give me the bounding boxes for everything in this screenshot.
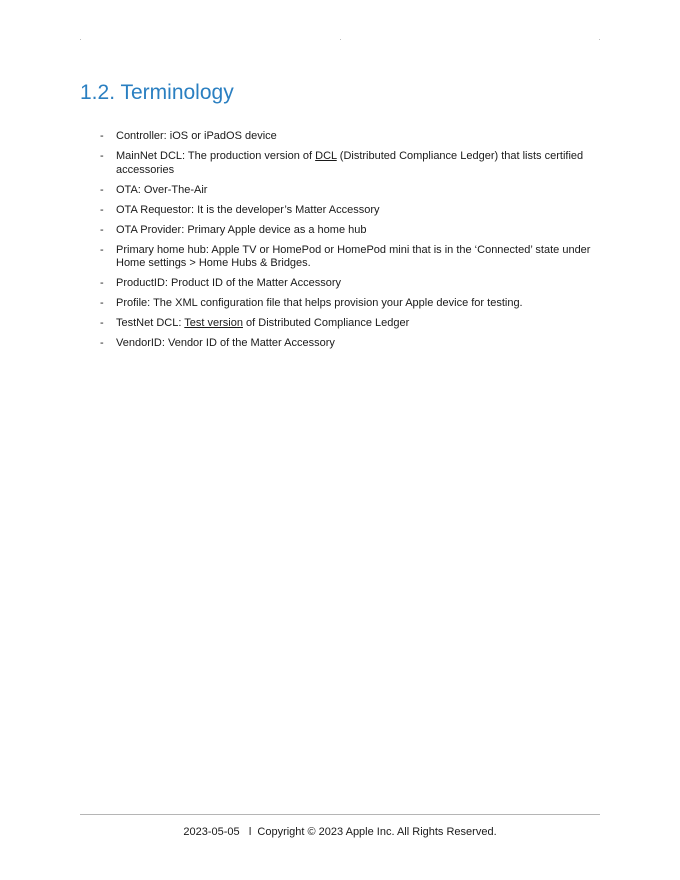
bullet-dash: - bbox=[100, 243, 104, 256]
term-item-primary-home-hub bbox=[100, 244, 600, 271]
section-heading: 1.2. Terminology bbox=[80, 81, 234, 104]
term-text: Primary home hub: Apple TV or HomePod or HomePod mini that is in the ‘Connected’ state under Home settings > Home Hubs & Bridges. bbox=[116, 243, 591, 269]
term-text: TestNet DCL: bbox=[116, 317, 185, 329]
page-footer bbox=[80, 826, 600, 838]
crop-mark-right bbox=[599, 39, 600, 40]
bullet-dash: - bbox=[100, 223, 104, 236]
bullet-dash: - bbox=[100, 150, 104, 162]
term-text: OTA: Over-The-Air bbox=[116, 183, 208, 196]
term-item-ota bbox=[100, 184, 600, 198]
term-item-testnet-dcl bbox=[100, 317, 600, 331]
term-text-after: of Distributed Compliance Ledger bbox=[242, 317, 410, 329]
footer-date: 2023-05-05 bbox=[183, 826, 240, 838]
term-text: ProductID: Product ID of the Matter Accessory bbox=[116, 277, 341, 289]
crop-mark-center bbox=[340, 39, 341, 40]
term-text: Profile: The XML configuration file that helps provision your Apple device for testing. bbox=[116, 297, 523, 309]
term-item-ota-requestor bbox=[100, 204, 600, 218]
term-item-mainnet-dcl bbox=[100, 150, 600, 177]
footer-separator: l bbox=[248, 826, 252, 838]
term-item-controller bbox=[100, 130, 600, 144]
bullet-dash: - bbox=[100, 297, 104, 309]
term-text: VendorID: Vendor ID of the Matter Accessory bbox=[116, 337, 335, 349]
terminology-list bbox=[100, 130, 600, 357]
bullet-dash: - bbox=[100, 203, 104, 216]
term-item-productid bbox=[100, 277, 600, 291]
footer-divider bbox=[80, 814, 600, 815]
term-item-ota-provider bbox=[100, 224, 600, 238]
term-text: OTA Requestor: It is the developer’s Matter Accessory bbox=[116, 203, 380, 216]
footer-copyright: Copyright © 2023 Apple Inc. All Rights Reserved. bbox=[257, 826, 497, 838]
term-item-profile bbox=[100, 297, 600, 311]
crop-mark-left bbox=[80, 39, 81, 40]
term-text: MainNet DCL: The production version of bbox=[116, 150, 316, 162]
dcl-link[interactable]: DCL bbox=[315, 150, 337, 162]
bullet-dash: - bbox=[100, 183, 104, 196]
bullet-dash: - bbox=[100, 317, 104, 329]
term-text: Controller: iOS or iPadOS device bbox=[116, 130, 277, 142]
term-item-vendorid bbox=[100, 337, 600, 351]
bullet-dash: - bbox=[100, 130, 104, 142]
term-text: OTA Provider: Primary Apple device as a home hub bbox=[116, 223, 367, 236]
bullet-dash: - bbox=[100, 277, 104, 289]
test-version-link[interactable]: Test version bbox=[184, 317, 243, 329]
term-text-after: (Distributed Compliance Ledger) that lists certified accessories bbox=[116, 150, 584, 176]
bullet-dash: - bbox=[100, 337, 104, 349]
